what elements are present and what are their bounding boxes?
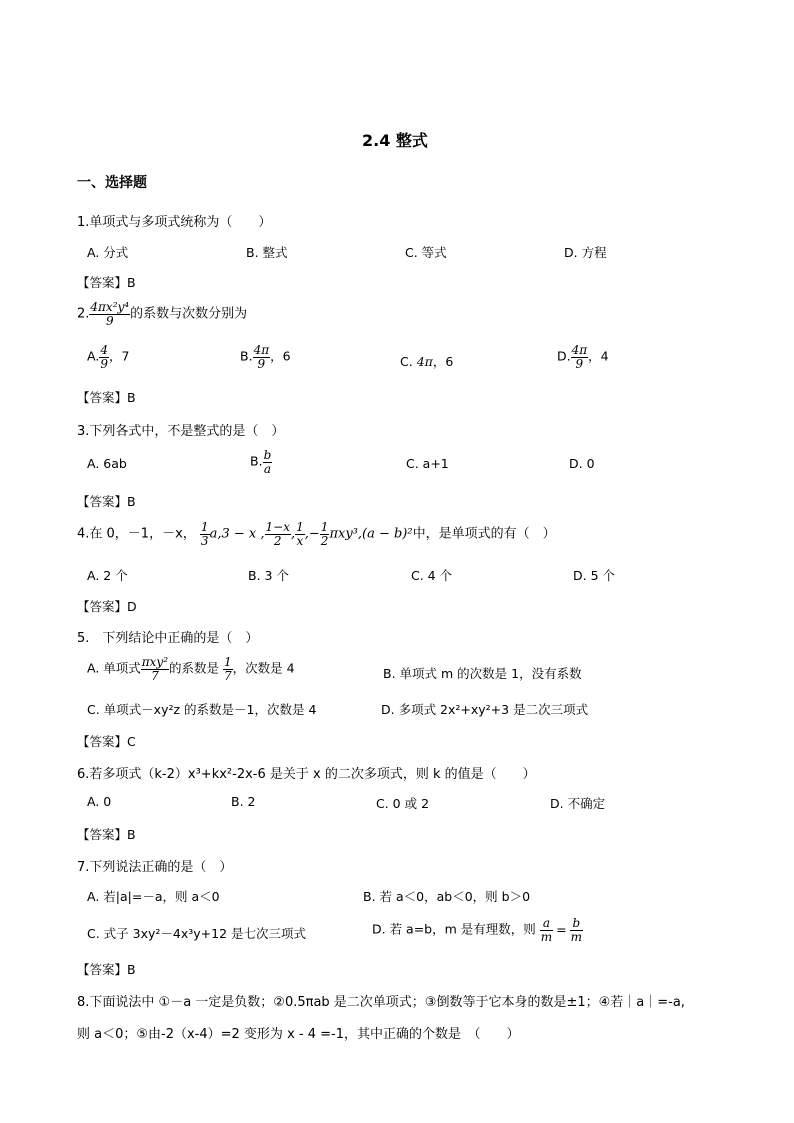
page-title: 2.4 整式: [362, 131, 428, 150]
question-5-stem: 5. 下列结论中正确的是（ ）: [77, 631, 259, 646]
question-2-option-a: A. $\frac{4}{9}$ ，7: [87, 343, 130, 371]
question-1-option-d: D. 方程: [564, 245, 607, 260]
question-3-option-c: C. a+1: [406, 456, 449, 471]
question-4-stem: 4.在 0，－1，－x， $\frac{1}{3}$ a,3 − x , $\frac{1-x}{2}$ , $\frac{1}{x}$ ,− $\frac{1}{2}$ πxy³,(a − b)²中，是单项式的有（ ）: [77, 520, 556, 548]
question-1-option-b: B. 整式: [246, 245, 288, 260]
question-4-option-c: C. 4 个: [411, 568, 453, 583]
question-6-option-a: A. 0: [87, 794, 112, 809]
question-6-option-d: D. 不确定: [550, 796, 606, 811]
question-7-stem: 7.下列说法正确的是（ ）: [77, 860, 233, 875]
question-5-option-b: B. 单项式 m 的次数是 1，没有系数: [383, 666, 582, 681]
question-1-stem: 1.单项式与多项式统称为（ ）: [77, 215, 272, 230]
question-6-answer: 【答案】B: [77, 827, 136, 842]
question-7-answer: 【答案】B: [77, 962, 136, 977]
question-5-option-d: D. 多项式 2x²+xy²+3 是二次三项式: [381, 702, 589, 717]
question-4-answer: 【答案】D: [77, 599, 137, 614]
question-2-option-c: C. 4π，6: [400, 354, 454, 369]
question-1-answer: 【答案】B: [77, 275, 136, 290]
question-7-option-a: A. 若|a|=－a，则 a＜0: [87, 889, 220, 904]
question-4-option-b: B. 3 个: [248, 568, 289, 583]
question-1-option-c: C. 等式: [405, 245, 447, 260]
question-7-option-b: B. 若 a＜0，ab＜0，则 b＞0: [363, 889, 531, 904]
question-3-option-b: B. $\frac{b}{a}$: [250, 448, 272, 476]
question-3-option-d: D. 0: [569, 456, 595, 471]
question-2-stem: 2. $\frac{\text{4πx²y⁴}}{9}$ 的系数与次数分别为: [77, 300, 248, 328]
question-7-option-c: C. 式子 3xy²－4x³y+12 是七次三项式: [87, 926, 307, 941]
question-5-option-c: C. 单项式－xy²z 的系数是－1，次数是 4: [87, 702, 317, 717]
section-heading: 一、选择题: [77, 175, 147, 191]
question-2-option-d: D. $\frac{4\pi}{9}$ ，4: [557, 343, 609, 371]
question-6-option-b: B. 2: [231, 794, 256, 809]
question-1-option-a: A. 分式: [87, 245, 129, 260]
question-8-stem-line-2: 则 a＜0；⑤由-2（x-4）=2 变形为 x - 4 =-1，其中正确的个数是 （ ）: [77, 1027, 520, 1042]
question-6-option-c: C. 0 或 2: [376, 796, 430, 811]
question-5-answer: 【答案】C: [77, 734, 136, 749]
question-2-expression: $\frac{\text{4πx²y⁴}}{9}$: [90, 300, 130, 328]
question-3-stem: 3.下列各式中，不是整式的是（ ）: [77, 424, 285, 439]
question-7-option-d: D. 若 a=b，m 是有理数，则 $\frac{a}{m}$ = $\frac{b}{m}$: [372, 916, 583, 944]
question-4-option-a: A. 2 个: [87, 568, 128, 583]
question-8-stem-line-1: 8.下面说法中 ①－a 一定是负数；②0.5πab 是二次单项式；③倒数等于它本身的数是±1；④若｜a｜=-a,: [77, 995, 685, 1010]
question-4-option-d: D. 5 个: [573, 568, 615, 583]
question-2-answer: 【答案】B: [77, 390, 136, 405]
question-3-answer: 【答案】B: [77, 494, 136, 509]
question-6-stem: 6.若多项式（k-2）x³+kx²-2x-6 是关于 x 的二次多项式，则 k 的值是（ ）: [77, 767, 536, 782]
question-5-option-a: A. 单项式 $\frac{\text{πxy²}}{7}$ 的系数是 $\frac{1}{7}$ ，次数是 4: [87, 655, 295, 683]
question-3-option-a: A. 6ab: [87, 456, 127, 471]
question-2-option-b: B. $\frac{4\pi}{9}$ ，6: [240, 343, 291, 371]
